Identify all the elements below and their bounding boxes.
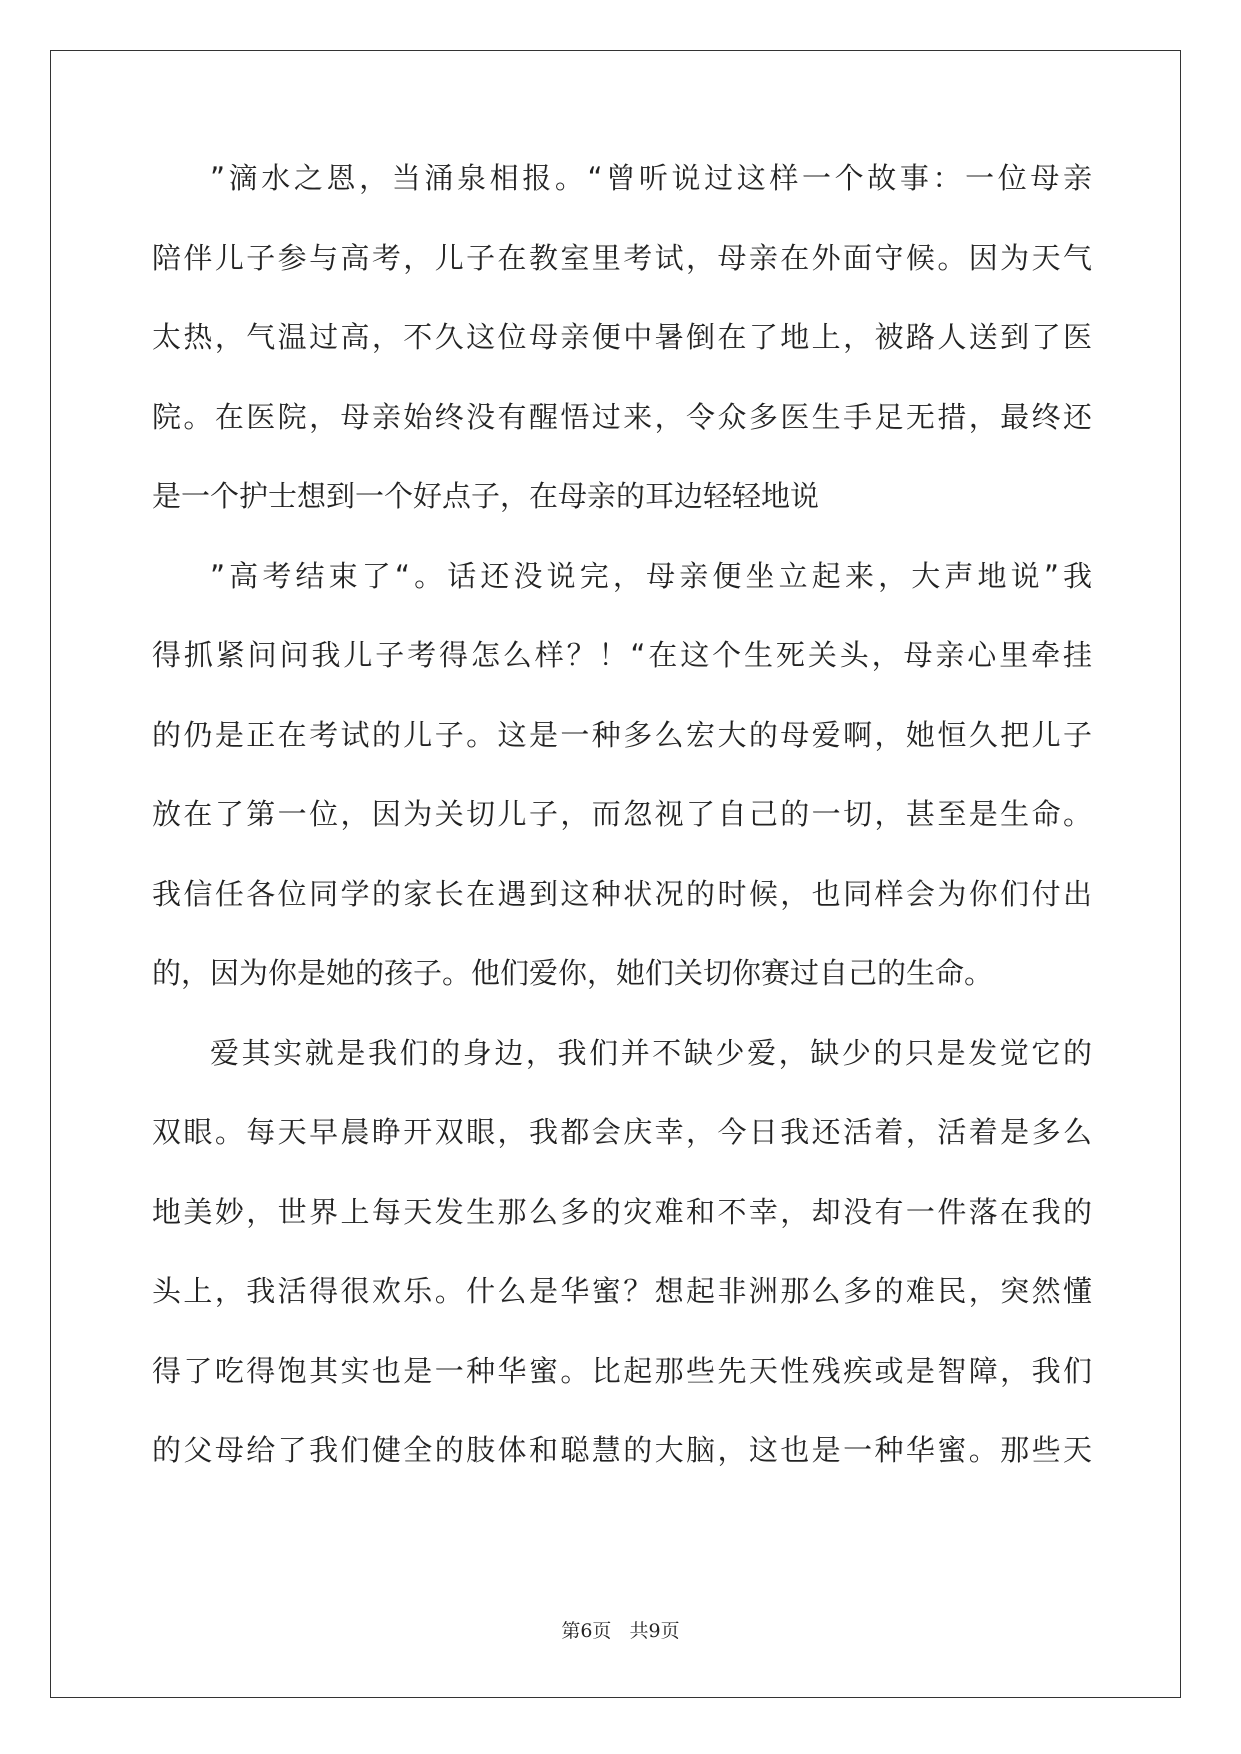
text-line: 陪伴儿子参与高考，儿子在教室里考试，母亲在外面守候。因为天气 [152,240,1092,275]
text-line: 院。在医院，母亲始终没有醒悟过来，令众多医生手足无措，最终还 [152,399,1092,434]
document-body [152,160,1092,1512]
text-line: 得抓紧问问我儿子考得怎么样？！“在这个生死关头，母亲心里牵挂 [152,638,1092,672]
text-line: 地美妙，世界上每天发生那么多的灾难和不幸，却没有一件落在我的 [152,1194,1092,1229]
page-number-footer: 第6页 共9页 [561,1620,680,1642]
text-line: 爱其实就是我们的身边，我们并不缺少爱，缺少的只是发觉它的 [210,1035,1092,1070]
text-line: 得了吃得饱其实也是一种华蜜。比起那些先天性残疾或是智障，我们 [152,1353,1092,1388]
text-line: 的仍是正在考试的儿子。这是一种多么宏大的母爱啊，她恒久把儿子 [152,717,1092,752]
text-line: ”滴水之恩，当涌泉相报。“曾听说过这样一个故事：一位母亲 [210,161,1092,195]
text-line: 是一个护士想到一个好点子，在母亲的耳边轻轻地说 [152,479,820,513]
text-line: 放在了第一位，因为关切儿子，而忽视了自己的一切，甚至是生命。 [152,797,1092,831]
text-line: 双眼。每天早晨睁开双眼，我都会庆幸，今日我还活着，活着是多么 [152,1115,1092,1149]
text-line: 我信任各位同学的家长在遇到这种状况的时候，也同样会为你们付出 [152,876,1092,911]
text-line: 的父母给了我们健全的肢体和聪慧的大脑，这也是一种华蜜。那些天 [152,1433,1092,1467]
text-line: ”高考结束了“。话还没说完，母亲便坐立起来，大声地说”我 [210,558,1092,593]
text-line: 头上，我活得很欢乐。什么是华蜜？想起非洲那么多的难民，突然懂 [152,1274,1092,1308]
text-line: 的，因为你是她的孩子。他们爱你，她们关切你赛过自己的生命。 [152,956,994,990]
text-line: 太热，气温过高，不久这位母亲便中暑倒在了地上，被路人送到了医 [152,320,1092,354]
